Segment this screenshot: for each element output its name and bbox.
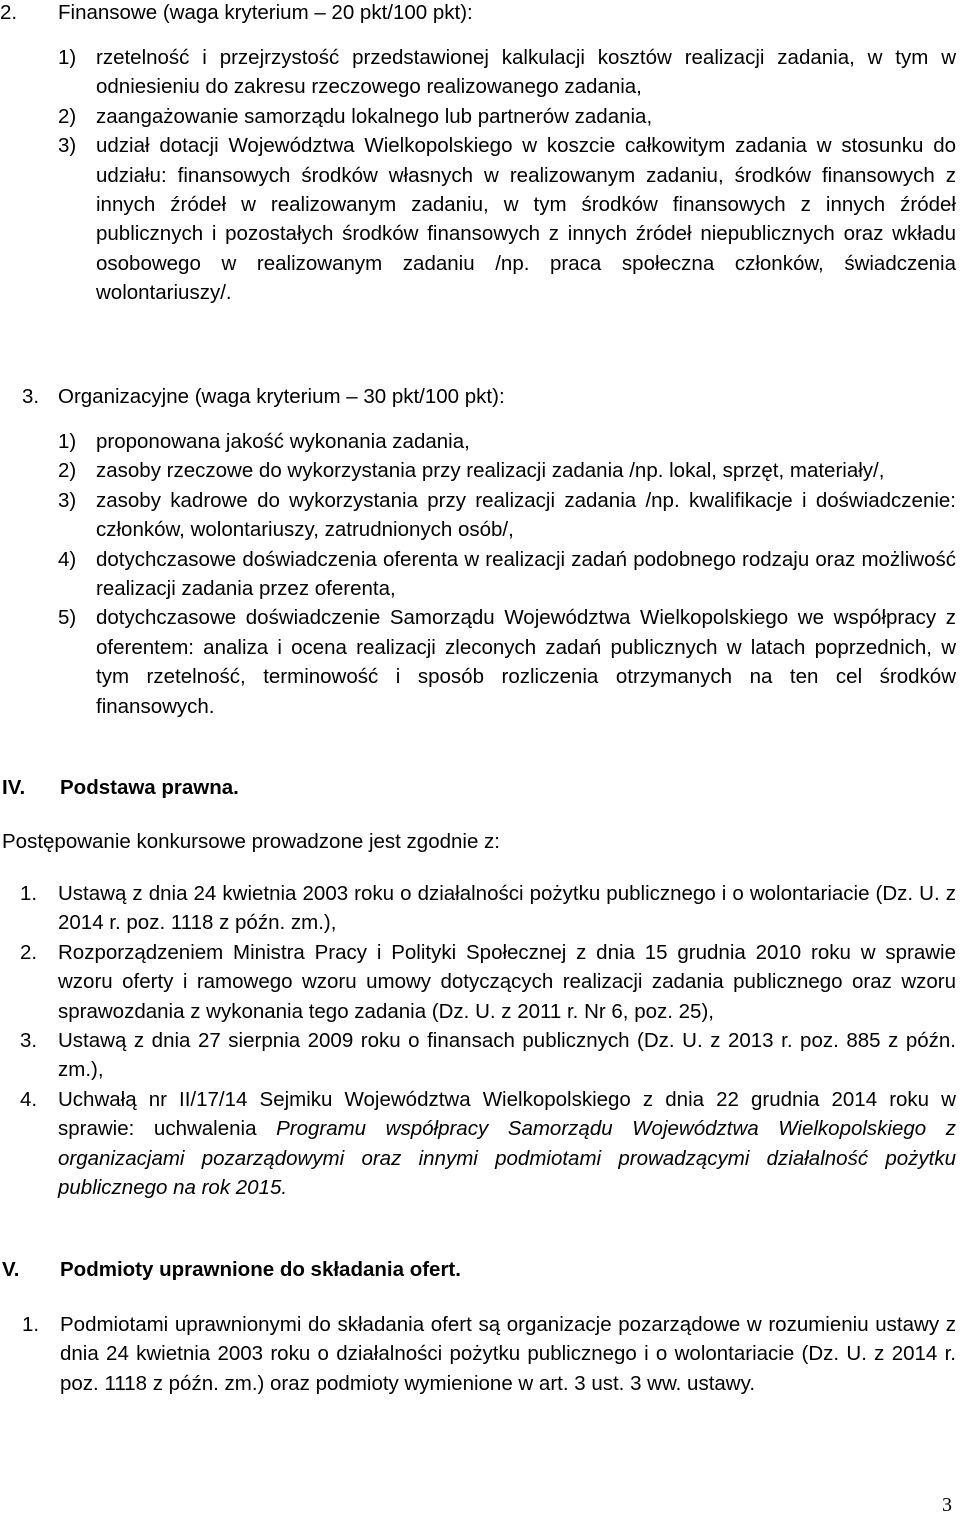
section-number: 3. [22,385,40,408]
item-number: 4) [58,547,77,571]
item-text: Ustawą z dnia 24 kwietnia 2003 roku o działalności pożytku publicznego i o wolontariacie (Dz. U. z 2014 r. poz. 1118 z późn. zm.), [58,882,956,935]
list-item [0,1085,960,1203]
list-item [0,1310,960,1398]
section-number: 2. [0,1,18,24]
item-text: zasoby rzeczowe do wykorzystania przy realizacji zadania /np. lokal, sprzęt, materiały/, [96,459,885,483]
list-item [0,1026,960,1085]
list-item [0,427,960,456]
item-number: 4. [20,1087,38,1111]
item-number: 3) [58,134,77,158]
section-2-list [0,43,960,308]
item-number: 2) [58,104,77,128]
item-number: 2. [20,940,38,964]
list-item [0,545,960,604]
page-number: 3 [942,1494,952,1516]
list-item [0,486,960,545]
list-item [0,43,960,102]
item-number: 1. [22,1313,40,1336]
item-text: Rozporządzeniem Ministra Pracy i Polityki Społecznej z dnia 15 grudnia 2010 roku w sprawie wzoru oferty i ramowego wzoru umowy dotyczących realizacji zadania publicznego oraz wzoru sprawozdania z wykonania tego zadania (Dz. U. z 2011 r. Nr 6, poz. 25), [58,940,956,1023]
item-text: zasoby kadrowe do wykorzystania przy realizacji zadania /np. kwalifikacje i doświadczenie: członków, wolontariuszy, zatrudnionych osób/, [96,488,956,542]
item-number: 1) [58,430,77,453]
item-text: dotychczasowe doświadczenie Samorządu Województwa Wielkopolskiego we współpracy z oferentem: analiza i ocena realizacji zleconych zadań publicznych w latach poprzednich, w tym rzetelność, terminowość i sposób rozliczenia otrzymanych na ten cel środków finansowych. [96,606,956,718]
section-iv-intro [0,827,960,856]
list-item [0,879,960,938]
intro-text: Postępowanie konkursowe prowadzone jest zgodnie z: [2,830,500,853]
section-title: Finansowe (waga kryterium – 20 pkt/100 pkt): [58,1,473,24]
item-number: 5) [58,606,77,630]
item-text: zaangażowanie samorządu lokalnego lub partnerów zadania, [96,104,653,128]
item-text [58,1085,956,1203]
item-text: Ustawą z dnia 27 sierpnia 2009 roku o finansach publicznych (Dz. U. z 2013 r. poz. 885 z późn. zm.), [58,1029,956,1082]
section-number: V. [2,1258,20,1281]
program-title: Programu współpracy Samorządu Województwa Wielkopolskiego z organizacjami pozarządowymi oraz innymi podmiotami prowadzącymi działalność pożytku publicznego na rok 2015. [58,1117,957,1200]
section-v-list [0,1310,960,1398]
item-text: proponowana jakość wykonania zadania, [96,430,470,453]
section-iv-heading [0,773,960,802]
list-item [0,102,960,131]
list-item [0,603,960,721]
item-text: dotychczasowe doświadczenia oferenta w realizacji zadań podobnego rodzaju oraz możliwość realizacji zadania przez oferenta, [96,547,956,601]
item-number: 2) [58,459,77,483]
item-text-plain: Uchwałą nr II/17/14 Sejmiku Województwa Wielkopolskiego z dnia 22 grudnia 2014 roku w sprawie: uchwalenia [58,1087,956,1141]
list-item [0,456,960,485]
item-text: rzetelność i przejrzystość przedstawionej kalkulacji kosztów realizacji zadania, w tym w odniesieniu do zakresu rzeczowego realizowanego zadania, [96,46,956,99]
section-title: Podmioty uprawnione do składania ofert. [60,1258,461,1281]
section-iv-list [0,879,960,1202]
item-number: 3) [58,488,77,512]
list-item [0,131,960,307]
item-number: 1) [58,46,77,69]
item-text: Podmiotami uprawnionymi do składania ofert są organizacje pozarządowe w rozumieniu ustawy z dnia 24 kwietnia 2003 roku o działalności pożytku publicznego i o wolontariacie (Dz. U. z 2014 r. poz. 1118 z późn. zm.) oraz podmioty wymienione w art. 3 ust. 3 ww. ustawy. [60,1313,956,1395]
section-title: Podstawa prawna. [60,776,239,799]
section-v-heading [0,1255,960,1284]
item-number: 3. [20,1029,38,1053]
section-3-heading [0,382,960,411]
section-number: IV. [2,776,26,799]
item-number: 1. [20,882,38,905]
item-text: udział dotacji Województwa Wielkopolskiego w koszcie całkowitym zadania w stosunku do udziału: finansowych środków własnych w realizowanym zadaniu, środków finansowych z innych źródeł w realizowanym zadaniu, w tym środków finansowych z innych źródeł publicznych i pozostałych środków finansowych z innych źródeł niepublicznych oraz wkładu osobowego w realizowanym zadaniu /np. praca społeczna członków, świadczenia wolontariuszy/. [96,134,956,305]
section-title: Organizacyjne (waga kryterium – 30 pkt/100 pkt): [58,385,505,408]
section-2-heading [0,0,960,27]
section-3-list [0,427,960,721]
list-item [0,938,960,1026]
